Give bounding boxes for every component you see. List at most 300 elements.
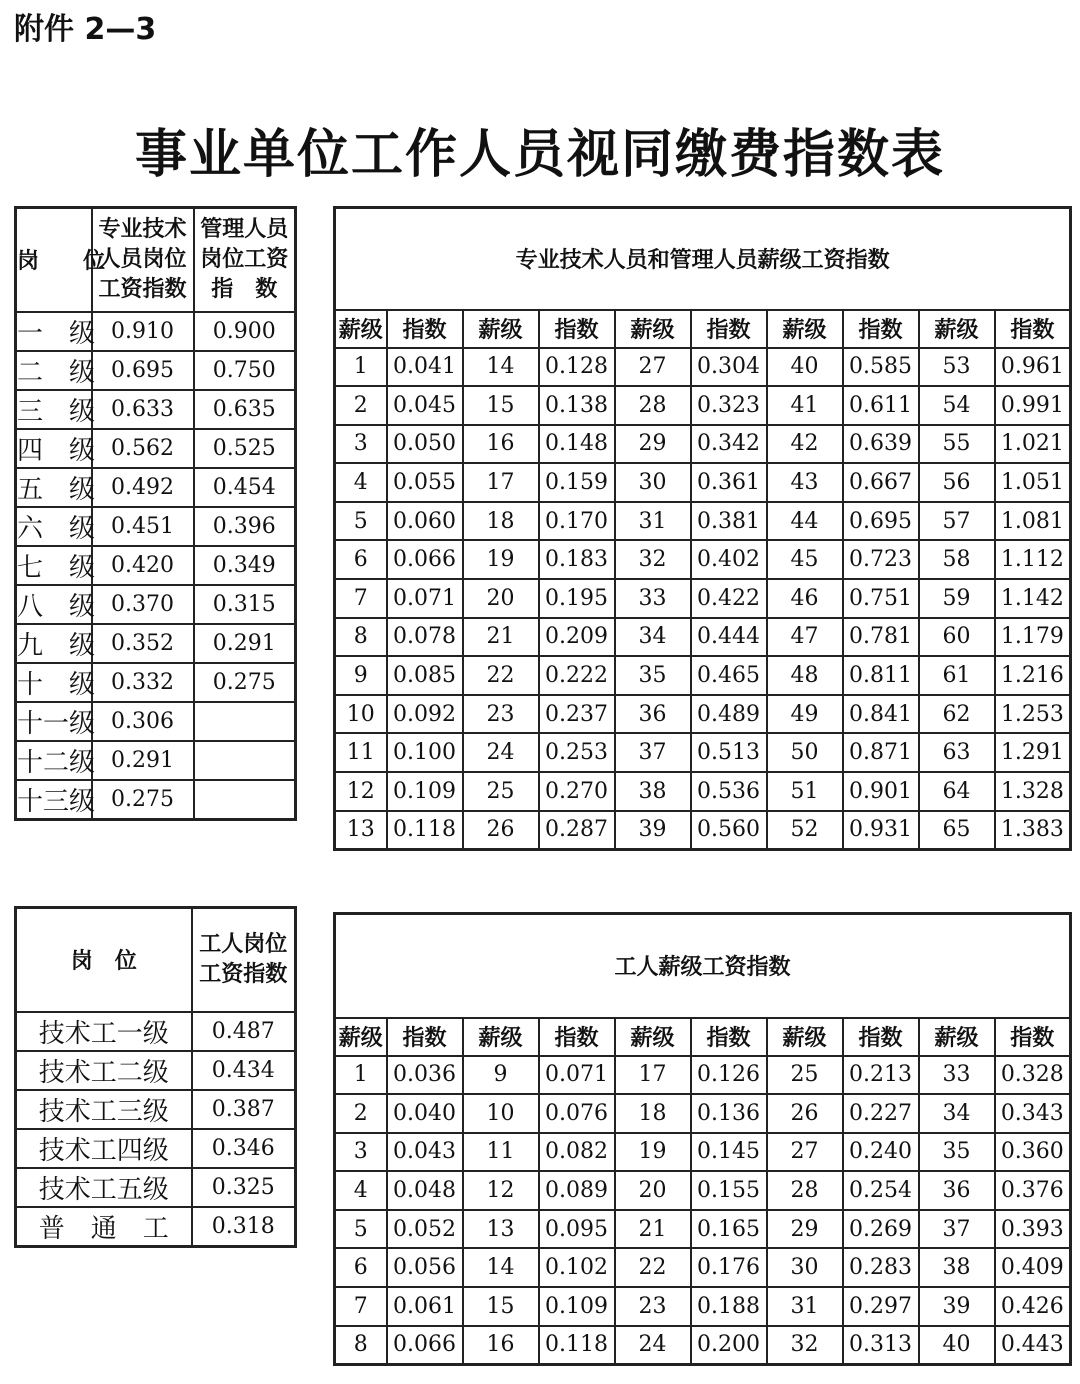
tech-index-value: 0.306 xyxy=(92,702,194,741)
index-header: 指数 xyxy=(843,310,919,348)
grade-value: 5 xyxy=(335,1210,387,1249)
index-value: 0.071 xyxy=(539,1056,615,1095)
index-value: 0.465 xyxy=(691,656,767,695)
table-row xyxy=(335,1210,1071,1249)
grade-value: 26 xyxy=(463,811,539,850)
position-level: 七 级 xyxy=(16,546,92,585)
grade-value: 3 xyxy=(335,1133,387,1172)
index-value: 0.159 xyxy=(539,463,615,502)
worker-position-level: 普 通 工 xyxy=(16,1207,192,1247)
grade-value: 31 xyxy=(767,1287,843,1326)
index-value: 0.287 xyxy=(539,811,615,850)
index-value: 0.043 xyxy=(387,1133,463,1172)
grade-value: 7 xyxy=(335,1287,387,1326)
position-level: 八 级 xyxy=(16,585,92,624)
index-value: 0.901 xyxy=(843,772,919,811)
index-value: 0.066 xyxy=(387,540,463,579)
table-row xyxy=(335,1287,1071,1326)
grade-value: 25 xyxy=(767,1056,843,1095)
index-value: 0.102 xyxy=(539,1248,615,1287)
index-value: 0.055 xyxy=(387,463,463,502)
index-value: 0.323 xyxy=(691,386,767,425)
grade-value: 44 xyxy=(767,502,843,541)
grade-value: 14 xyxy=(463,348,539,387)
grade-value: 19 xyxy=(463,540,539,579)
grade-value: 37 xyxy=(919,1210,995,1249)
grade-value: 42 xyxy=(767,425,843,464)
index-value: 0.170 xyxy=(539,502,615,541)
table-row xyxy=(335,1094,1071,1133)
index-value: 0.136 xyxy=(691,1094,767,1133)
index-value: 0.126 xyxy=(691,1056,767,1095)
grade-value: 10 xyxy=(463,1094,539,1133)
position-level: 二 级 xyxy=(16,351,92,390)
grade-value: 1 xyxy=(335,1056,387,1095)
worker-index-value: 0.487 xyxy=(192,1012,296,1051)
table-row xyxy=(16,1168,296,1207)
worker-position-level: 技术工四级 xyxy=(16,1129,192,1168)
tech-index-value: 0.633 xyxy=(92,390,194,429)
mgmt-index-value: 0.454 xyxy=(194,468,296,507)
grade-value: 8 xyxy=(335,618,387,657)
index-value: 0.176 xyxy=(691,1248,767,1287)
grade-value: 13 xyxy=(463,1210,539,1249)
grade-value: 47 xyxy=(767,618,843,657)
grade-value: 49 xyxy=(767,695,843,734)
index-value: 0.118 xyxy=(387,811,463,850)
index-value: 0.871 xyxy=(843,733,919,772)
worker-position-level: 技术工五级 xyxy=(16,1168,192,1207)
grade-header: 薪级 xyxy=(919,1018,995,1056)
grade-value: 20 xyxy=(463,579,539,618)
index-value: 0.089 xyxy=(539,1171,615,1210)
table-row xyxy=(335,695,1071,734)
grade-header: 薪级 xyxy=(335,1018,387,1056)
grade-value: 19 xyxy=(615,1133,691,1172)
grade-value: 34 xyxy=(919,1094,995,1133)
index-value: 0.409 xyxy=(995,1248,1071,1287)
mgmt-index-value: 0.291 xyxy=(194,624,296,663)
index-value: 0.381 xyxy=(691,502,767,541)
table-row xyxy=(335,1171,1071,1210)
index-value: 0.991 xyxy=(995,386,1071,425)
index-value: 0.188 xyxy=(691,1287,767,1326)
table-row xyxy=(335,348,1071,387)
grade-value: 39 xyxy=(919,1287,995,1326)
grade-value: 21 xyxy=(463,618,539,657)
index-value: 0.841 xyxy=(843,695,919,734)
index-value: 0.536 xyxy=(691,772,767,811)
grade-value: 6 xyxy=(335,540,387,579)
table-row xyxy=(16,702,296,741)
position-level: 十一级 xyxy=(16,702,92,741)
index-value: 0.045 xyxy=(387,386,463,425)
index-value: 0.071 xyxy=(387,579,463,618)
grade-value: 17 xyxy=(463,463,539,502)
position-level: 一 级 xyxy=(16,312,92,351)
position-level: 四 级 xyxy=(16,429,92,468)
grade-value: 11 xyxy=(335,733,387,772)
index-header: 指数 xyxy=(691,1018,767,1056)
grade-value: 63 xyxy=(919,733,995,772)
index-value: 0.270 xyxy=(539,772,615,811)
worker-position-level: 技术工二级 xyxy=(16,1051,192,1090)
tech-index-value: 0.275 xyxy=(92,780,194,820)
grade-value: 27 xyxy=(615,348,691,387)
grade-value: 12 xyxy=(335,772,387,811)
grade-value: 8 xyxy=(335,1326,387,1365)
grade-header: 薪级 xyxy=(919,310,995,348)
index-header: 指数 xyxy=(995,1018,1071,1056)
grade-value: 59 xyxy=(919,579,995,618)
mgmt-index-value: 0.275 xyxy=(194,663,296,702)
grade-value: 65 xyxy=(919,811,995,850)
grade-value: 3 xyxy=(335,425,387,464)
grade-value: 15 xyxy=(463,1287,539,1326)
grade-value: 25 xyxy=(463,772,539,811)
grade-value: 36 xyxy=(919,1171,995,1210)
mgmt-index-value: 0.900 xyxy=(194,312,296,351)
index-value: 0.342 xyxy=(691,425,767,464)
worker-position-header: 岗 位 xyxy=(16,908,192,1012)
index-value: 0.393 xyxy=(995,1210,1071,1249)
table-row xyxy=(16,468,296,507)
table-row xyxy=(335,733,1071,772)
salary-grade-index-table xyxy=(333,206,1072,851)
table-row xyxy=(16,1051,296,1090)
position-level: 九 级 xyxy=(16,624,92,663)
index-value: 0.361 xyxy=(691,463,767,502)
index-value: 0.489 xyxy=(691,695,767,734)
worker-position-index-table xyxy=(14,906,297,1248)
grade-value: 2 xyxy=(335,386,387,425)
index-value: 0.052 xyxy=(387,1210,463,1249)
index-value: 0.076 xyxy=(539,1094,615,1133)
tech-index-value: 0.695 xyxy=(92,351,194,390)
index-value: 0.183 xyxy=(539,540,615,579)
grade-value: 20 xyxy=(615,1171,691,1210)
table-row xyxy=(335,618,1071,657)
grade-value: 29 xyxy=(615,425,691,464)
grade-value: 9 xyxy=(463,1056,539,1095)
table-row xyxy=(16,429,296,468)
tech-index-value: 0.370 xyxy=(92,585,194,624)
table-row xyxy=(16,1207,296,1247)
tech-index-value: 0.291 xyxy=(92,741,194,780)
table-row xyxy=(335,1133,1071,1172)
grade-value: 61 xyxy=(919,656,995,695)
position-level: 十三级 xyxy=(16,780,92,820)
mgmt-index-value: 0.525 xyxy=(194,429,296,468)
grade-value: 11 xyxy=(463,1133,539,1172)
index-value: 1.216 xyxy=(995,656,1071,695)
index-value: 1.112 xyxy=(995,540,1071,579)
grade-value: 55 xyxy=(919,425,995,464)
grade-value: 12 xyxy=(463,1171,539,1210)
index-value: 0.078 xyxy=(387,618,463,657)
grade-header: 薪级 xyxy=(335,310,387,348)
index-value: 0.085 xyxy=(387,656,463,695)
index-value: 0.165 xyxy=(691,1210,767,1249)
index-value: 0.155 xyxy=(691,1171,767,1210)
mgmt-index-header: 管理人员岗位工资指 数 xyxy=(194,208,296,312)
table-row xyxy=(335,502,1071,541)
index-header: 指数 xyxy=(387,310,463,348)
table-row xyxy=(16,351,296,390)
table-row xyxy=(335,656,1071,695)
grade-value: 28 xyxy=(615,386,691,425)
grade-value: 51 xyxy=(767,772,843,811)
grade-value: 29 xyxy=(767,1210,843,1249)
grade-value: 52 xyxy=(767,811,843,850)
index-value: 0.254 xyxy=(843,1171,919,1210)
index-value: 0.376 xyxy=(995,1171,1071,1210)
index-value: 0.237 xyxy=(539,695,615,734)
grade-value: 13 xyxy=(335,811,387,850)
grade-value: 28 xyxy=(767,1171,843,1210)
grade-value: 4 xyxy=(335,1171,387,1210)
index-value: 0.402 xyxy=(691,540,767,579)
index-value: 0.426 xyxy=(995,1287,1071,1326)
tech-index-value: 0.451 xyxy=(92,507,194,546)
position-level: 三 级 xyxy=(16,390,92,429)
grade-value: 23 xyxy=(615,1287,691,1326)
index-value: 0.585 xyxy=(843,348,919,387)
grade-value: 45 xyxy=(767,540,843,579)
table-row xyxy=(16,1012,296,1051)
table-row xyxy=(16,546,296,585)
index-value: 0.041 xyxy=(387,348,463,387)
grade-header: 薪级 xyxy=(615,310,691,348)
position-header: 岗 位 xyxy=(16,208,92,312)
index-value: 1.291 xyxy=(995,733,1071,772)
index-value: 0.195 xyxy=(539,579,615,618)
grade-value: 43 xyxy=(767,463,843,502)
tech-index-value: 0.562 xyxy=(92,429,194,468)
grade-value: 6 xyxy=(335,1248,387,1287)
index-value: 0.066 xyxy=(387,1326,463,1365)
index-value: 0.118 xyxy=(539,1326,615,1365)
worker-index-value: 0.434 xyxy=(192,1051,296,1090)
worker-position-level: 技术工三级 xyxy=(16,1090,192,1129)
index-value: 0.513 xyxy=(691,733,767,772)
grade-value: 36 xyxy=(615,695,691,734)
index-value: 0.422 xyxy=(691,579,767,618)
index-value: 0.639 xyxy=(843,425,919,464)
mgmt-index-value xyxy=(194,741,296,780)
index-value: 0.667 xyxy=(843,463,919,502)
index-value: 0.781 xyxy=(843,618,919,657)
index-value: 0.040 xyxy=(387,1094,463,1133)
index-header: 指数 xyxy=(995,310,1071,348)
grade-value: 15 xyxy=(463,386,539,425)
mgmt-index-value xyxy=(194,780,296,820)
index-value: 0.145 xyxy=(691,1133,767,1172)
grade-value: 16 xyxy=(463,1326,539,1365)
index-value: 0.148 xyxy=(539,425,615,464)
index-value: 1.021 xyxy=(995,425,1071,464)
position-level: 六 级 xyxy=(16,507,92,546)
table-row xyxy=(16,780,296,820)
table-row xyxy=(335,1326,1071,1365)
index-value: 0.240 xyxy=(843,1133,919,1172)
grade-value: 46 xyxy=(767,579,843,618)
table-row xyxy=(16,1090,296,1129)
table-row xyxy=(16,507,296,546)
index-value: 0.109 xyxy=(387,772,463,811)
grade-header: 薪级 xyxy=(767,1018,843,1056)
grade-header: 薪级 xyxy=(463,1018,539,1056)
index-value: 0.213 xyxy=(843,1056,919,1095)
grade-value: 27 xyxy=(767,1133,843,1172)
worker-index-value: 0.346 xyxy=(192,1129,296,1168)
mgmt-index-value: 0.750 xyxy=(194,351,296,390)
grade-value: 14 xyxy=(463,1248,539,1287)
index-value: 0.313 xyxy=(843,1326,919,1365)
table-row xyxy=(16,741,296,780)
index-value: 0.328 xyxy=(995,1056,1071,1095)
grade-value: 38 xyxy=(615,772,691,811)
grade-value: 24 xyxy=(615,1326,691,1365)
grade-value: 1 xyxy=(335,348,387,387)
index-value: 0.444 xyxy=(691,618,767,657)
grade-value: 5 xyxy=(335,502,387,541)
index-value: 0.227 xyxy=(843,1094,919,1133)
worker-position-level: 技术工一级 xyxy=(16,1012,192,1051)
position-index-table xyxy=(14,206,297,821)
grade-value: 54 xyxy=(919,386,995,425)
index-value: 1.051 xyxy=(995,463,1071,502)
index-value: 0.343 xyxy=(995,1094,1071,1133)
worker-index-header: 工人岗位工资指数 xyxy=(192,908,296,1012)
mgmt-index-value: 0.349 xyxy=(194,546,296,585)
grade-value: 60 xyxy=(919,618,995,657)
grade-value: 35 xyxy=(919,1133,995,1172)
mgmt-index-value xyxy=(194,702,296,741)
index-value: 1.383 xyxy=(995,811,1071,850)
grade-value: 30 xyxy=(615,463,691,502)
index-value: 0.360 xyxy=(995,1133,1071,1172)
tech-index-value: 0.910 xyxy=(92,312,194,351)
index-value: 0.082 xyxy=(539,1133,615,1172)
index-value: 0.060 xyxy=(387,502,463,541)
index-value: 0.048 xyxy=(387,1171,463,1210)
grade-value: 53 xyxy=(919,348,995,387)
grade-value: 18 xyxy=(463,502,539,541)
index-value: 0.128 xyxy=(539,348,615,387)
grade-value: 17 xyxy=(615,1056,691,1095)
grade-value: 64 xyxy=(919,772,995,811)
grade-value: 7 xyxy=(335,579,387,618)
index-value: 1.328 xyxy=(995,772,1071,811)
table-row xyxy=(335,540,1071,579)
grade-header: 薪级 xyxy=(463,310,539,348)
index-value: 1.081 xyxy=(995,502,1071,541)
tech-index-value: 0.420 xyxy=(92,546,194,585)
grade-value: 9 xyxy=(335,656,387,695)
worker-index-value: 0.325 xyxy=(192,1168,296,1207)
grade-value: 48 xyxy=(767,656,843,695)
index-value: 0.109 xyxy=(539,1287,615,1326)
index-value: 0.751 xyxy=(843,579,919,618)
grade-header: 薪级 xyxy=(615,1018,691,1056)
index-value: 0.269 xyxy=(843,1210,919,1249)
index-value: 0.095 xyxy=(539,1210,615,1249)
grade-value: 31 xyxy=(615,502,691,541)
tech-index-value: 0.352 xyxy=(92,624,194,663)
index-value: 0.138 xyxy=(539,386,615,425)
grade-value: 32 xyxy=(615,540,691,579)
grade-value: 39 xyxy=(615,811,691,850)
table-row xyxy=(16,624,296,663)
index-value: 0.050 xyxy=(387,425,463,464)
mgmt-index-value: 0.315 xyxy=(194,585,296,624)
tech-index-value: 0.332 xyxy=(92,663,194,702)
index-value: 0.061 xyxy=(387,1287,463,1326)
tech-index-header: 专业技术人员岗位工资指数 xyxy=(92,208,194,312)
index-value: 0.056 xyxy=(387,1248,463,1287)
grade-value: 34 xyxy=(615,618,691,657)
grade-value: 38 xyxy=(919,1248,995,1287)
grade-value: 30 xyxy=(767,1248,843,1287)
position-level: 十二级 xyxy=(16,741,92,780)
index-value: 1.179 xyxy=(995,618,1071,657)
index-value: 0.695 xyxy=(843,502,919,541)
grade-header: 薪级 xyxy=(767,310,843,348)
worker-salary-grade-index-table xyxy=(333,912,1072,1366)
table-row xyxy=(16,312,296,351)
table-row xyxy=(335,579,1071,618)
index-value: 0.723 xyxy=(843,540,919,579)
index-value: 1.253 xyxy=(995,695,1071,734)
grade-value: 56 xyxy=(919,463,995,502)
grade-value: 22 xyxy=(615,1248,691,1287)
grade-value: 50 xyxy=(767,733,843,772)
grade-value: 26 xyxy=(767,1094,843,1133)
grade-value: 16 xyxy=(463,425,539,464)
index-header: 指数 xyxy=(539,1018,615,1056)
grade-value: 40 xyxy=(767,348,843,387)
grade-value: 62 xyxy=(919,695,995,734)
table-row xyxy=(16,663,296,702)
index-value: 0.036 xyxy=(387,1056,463,1095)
index-value: 0.297 xyxy=(843,1287,919,1326)
index-value: 0.304 xyxy=(691,348,767,387)
index-header: 指数 xyxy=(691,310,767,348)
index-value: 1.142 xyxy=(995,579,1071,618)
index-value: 0.283 xyxy=(843,1248,919,1287)
salary-table-title: 专业技术人员和管理人员薪级工资指数 xyxy=(335,208,1071,310)
table-row xyxy=(335,772,1071,811)
table-row xyxy=(335,463,1071,502)
tech-index-value: 0.492 xyxy=(92,468,194,507)
index-value: 0.931 xyxy=(843,811,919,850)
index-header: 指数 xyxy=(387,1018,463,1056)
position-level: 五 级 xyxy=(16,468,92,507)
index-value: 0.961 xyxy=(995,348,1071,387)
grade-value: 37 xyxy=(615,733,691,772)
mgmt-index-value: 0.396 xyxy=(194,507,296,546)
index-value: 0.200 xyxy=(691,1326,767,1365)
table-row xyxy=(335,386,1071,425)
grade-value: 10 xyxy=(335,695,387,734)
grade-value: 24 xyxy=(463,733,539,772)
grade-value: 18 xyxy=(615,1094,691,1133)
grade-value: 40 xyxy=(919,1326,995,1365)
grade-value: 58 xyxy=(919,540,995,579)
index-value: 0.209 xyxy=(539,618,615,657)
grade-value: 2 xyxy=(335,1094,387,1133)
